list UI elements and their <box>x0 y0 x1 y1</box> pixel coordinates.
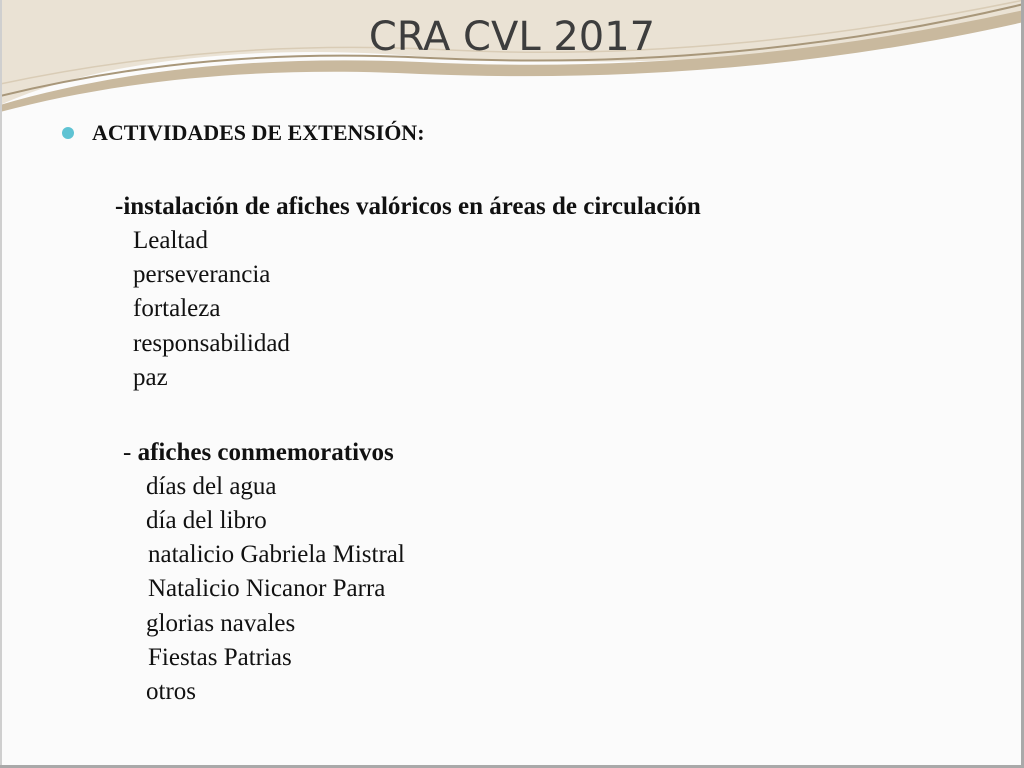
section-heading: ACTIVIDADES DE EXTENSIÓN: <box>92 120 425 145</box>
section1-item: fortaleza <box>133 295 221 322</box>
section1-item: perseverancia <box>133 261 271 288</box>
section2-header: afiches conmemorativos <box>137 439 394 466</box>
section1-header: -instalación de afiches valóricos en áreas de circulación <box>115 193 701 220</box>
section2-item: día del libro <box>146 507 267 534</box>
section2-item: otros <box>146 678 196 705</box>
section2-item: Natalicio Nicanor Parra <box>148 575 386 602</box>
section1-item: responsabilidad <box>133 330 290 357</box>
section1-item: paz <box>133 364 168 391</box>
section2-item: glorias navales <box>146 610 296 637</box>
bullet-dot-icon <box>62 127 74 139</box>
section2-item: natalicio Gabriela Mistral <box>148 541 405 568</box>
section2-item: días del agua <box>146 473 277 500</box>
slide-left-border <box>0 0 2 768</box>
section1-item: Lealtad <box>133 227 208 254</box>
section2-item: Fiestas Patrias <box>148 644 292 671</box>
heading-bullet-row <box>62 120 425 146</box>
slide-title: CRA CVL 2017 <box>368 14 656 60</box>
section2-header-row <box>123 436 394 470</box>
section2-prefix: - <box>123 439 138 466</box>
